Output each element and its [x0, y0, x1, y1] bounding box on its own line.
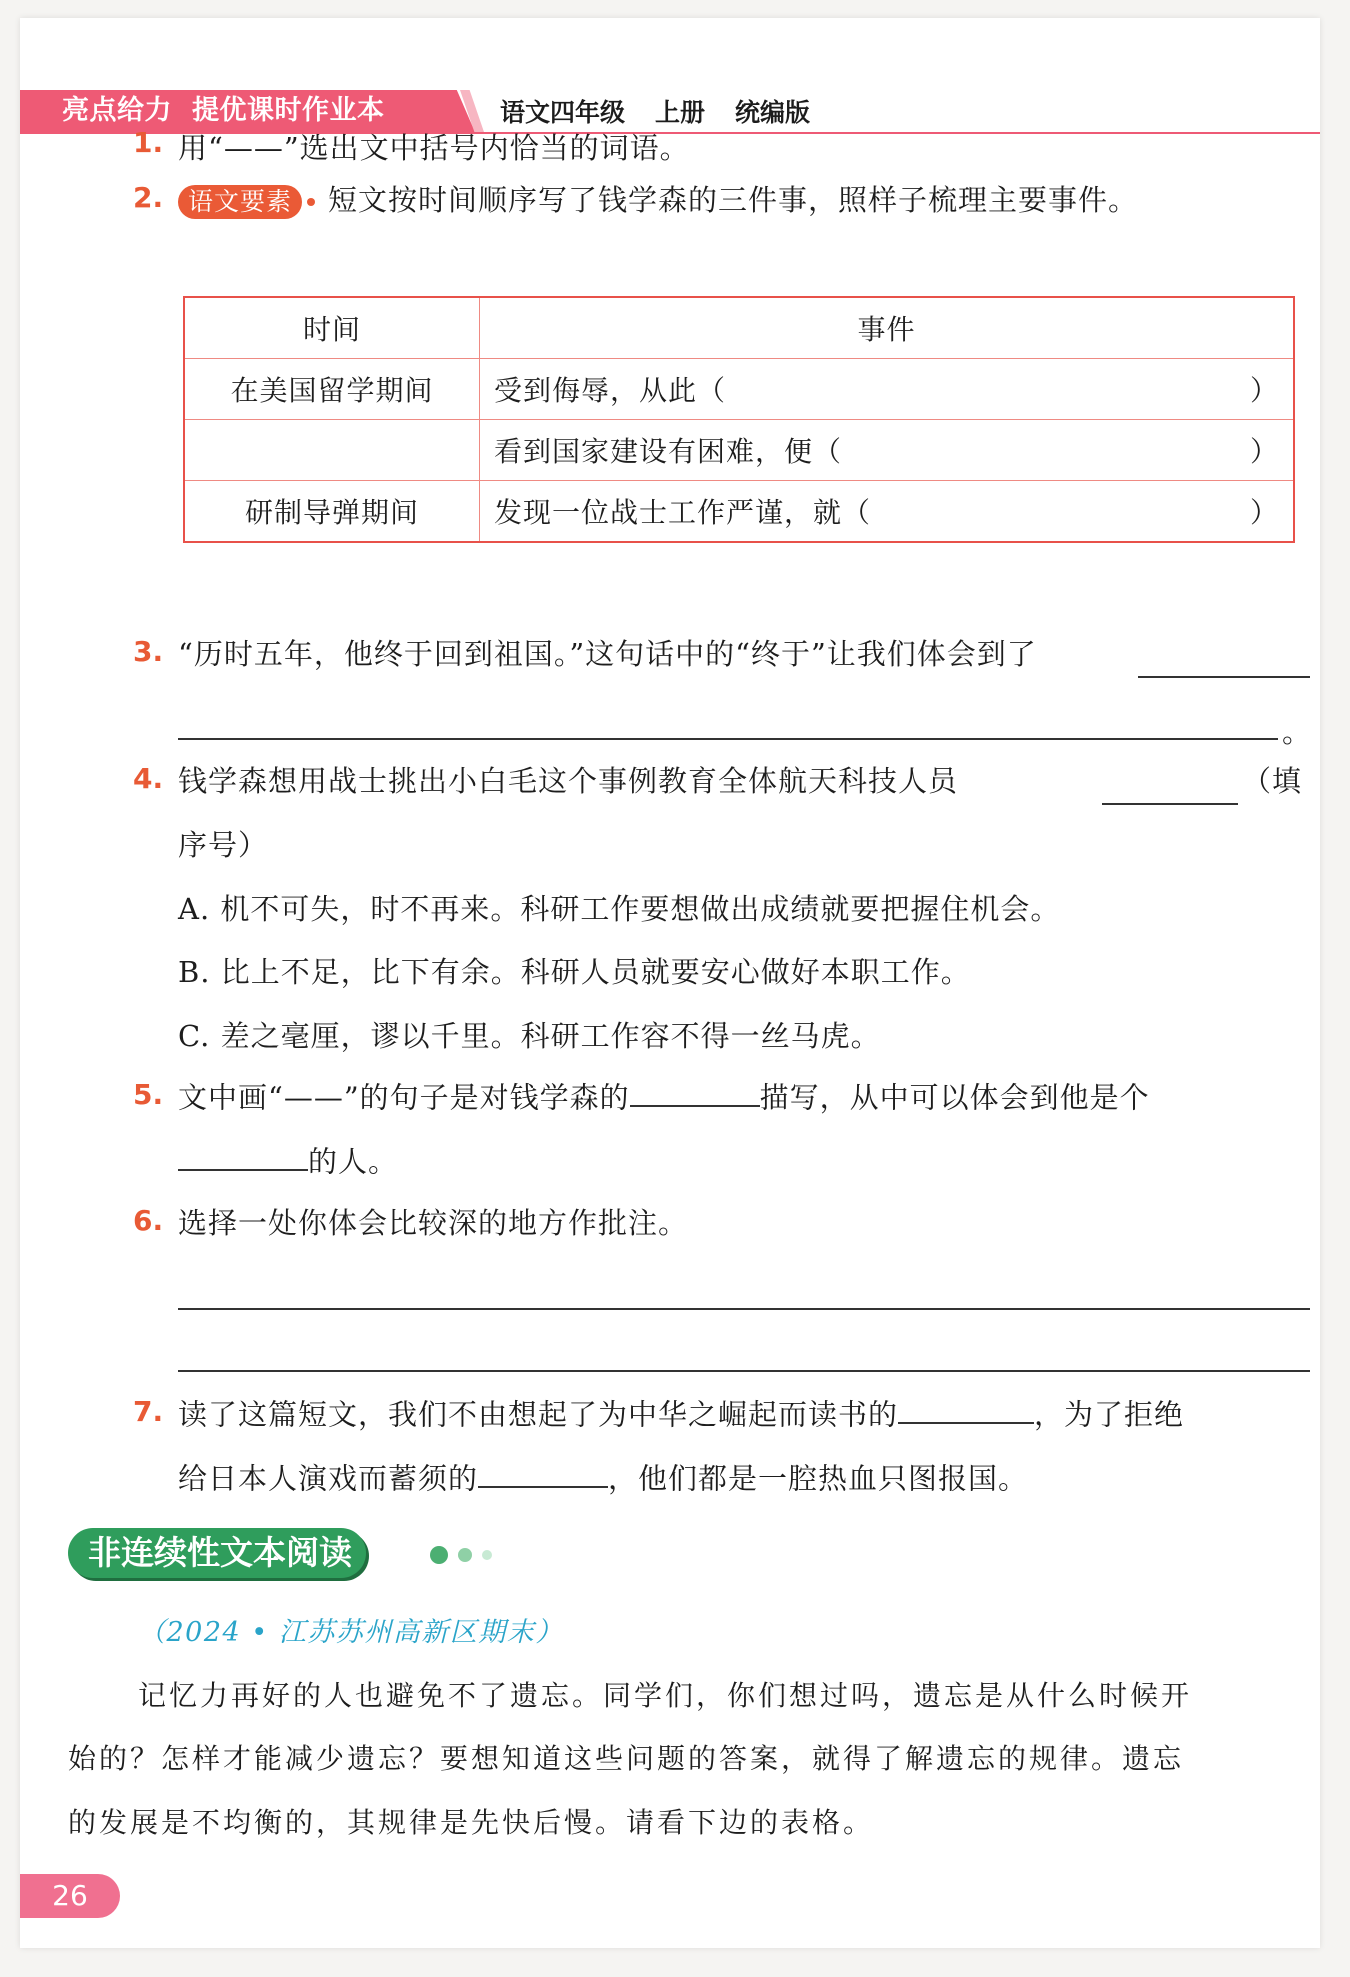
q2-tag: 语文要素 [178, 185, 302, 219]
q2-text: 短文按时间顺序写了钱学森的三件事，照样子梳理主要事件。 [328, 183, 1139, 217]
section-dot [482, 1550, 492, 1560]
brand-name: 亮点给力 [62, 95, 172, 126]
q4-answer-line[interactable] [1102, 803, 1238, 805]
table-header-row [184, 297, 1294, 359]
table-cell-event[interactable] [480, 420, 1295, 481]
table-cell-time-blank[interactable] [184, 420, 480, 481]
q1-text: 用“——”选出文中括号内恰当的词语。 [178, 131, 690, 165]
source-citation: （2024 • 江苏苏州高新区期末） [138, 1617, 564, 1648]
table-cell-event[interactable] [480, 481, 1295, 543]
q3-period: 。 [1282, 715, 1313, 749]
q3-answer-line-1[interactable] [1138, 676, 1310, 678]
q7-part4: ，他们都是一腔热血只图报国。 [608, 1461, 1029, 1496]
grade-label: 语文四年级 [500, 98, 626, 127]
header-brand [62, 94, 385, 128]
table-cell-time[interactable]: 在美国留学期间 [184, 359, 480, 420]
q7-blank-2[interactable] [478, 1456, 608, 1488]
volume-label: 上册 [655, 98, 706, 127]
q7-blank-1[interactable] [898, 1392, 1034, 1424]
q5-line1 [178, 1075, 1150, 1116]
q7-line2 [178, 1456, 1028, 1497]
table-header-event: 事件 [480, 297, 1295, 359]
q2-number: 2. [133, 181, 164, 214]
close-paren: ） [1249, 374, 1279, 407]
q4-fill-note: （填 [1242, 764, 1303, 798]
q5-blank-2[interactable] [178, 1139, 308, 1171]
paragraph-line-2: 始的？怎样才能减少遗忘？要想知道这些问题的答案，就得了解遗忘的规律。遗忘 [68, 1742, 1185, 1775]
q7-part3: 给日本人演戏而蓄须的 [178, 1461, 479, 1496]
table-cell-time[interactable]: 研制导弹期间 [184, 481, 480, 543]
section-dot [430, 1546, 448, 1564]
q5-part2: 描写，从中可以体会到他是个 [759, 1080, 1150, 1115]
q5-number: 5. [133, 1078, 164, 1111]
brand-subtitle: 提优课时作业本 [192, 95, 385, 126]
table-row [184, 420, 1294, 481]
paragraph-line-1: 记忆力再好的人也避免不了遗忘。同学们，你们想过吗，遗忘是从什么时候开 [138, 1679, 1193, 1712]
close-paren: ） [1249, 435, 1279, 468]
table-header-time: 时间 [184, 297, 480, 359]
close-paren: ） [1249, 496, 1279, 529]
q5-part1: 文中画“——”的句子是对钱学森的 [178, 1080, 630, 1115]
q5-part3: 的人。 [308, 1144, 399, 1179]
edition-label: 统编版 [735, 98, 811, 127]
q4-option-b: B. 比上不足，比下有余。科研人员就要安心做好本职工作。 [178, 955, 971, 989]
header-course [500, 96, 840, 130]
table-row [184, 481, 1294, 543]
q6-answer-line-1[interactable] [178, 1308, 1310, 1310]
q6-answer-line-2[interactable] [178, 1370, 1310, 1372]
q4-text: 钱学森想用战士挑出小白毛这个事例教育全体航天科技人员 [178, 764, 959, 798]
q7-part1: 读了这篇短文，我们不由想起了为中华之崛起而读书的 [178, 1397, 899, 1432]
event-text: 发现一位战士工作严谨，就（ [494, 496, 872, 529]
q4-number: 4. [133, 762, 164, 795]
q7-line1 [178, 1392, 1184, 1433]
q1-number: 1. [133, 126, 164, 159]
table-cell-event[interactable] [480, 359, 1295, 420]
q5-blank-1[interactable] [630, 1075, 760, 1107]
q7-number: 7. [133, 1395, 164, 1428]
section-title: 非连续性文本阅读 [68, 1528, 366, 1578]
page-number: 26 [20, 1874, 120, 1918]
q6-text: 选择一处你体会比较深的地方作批注。 [178, 1206, 689, 1240]
q4-option-a: A. 机不可失，时不再来。科研工作要想做出成绩就要把握住机会。 [178, 892, 1061, 926]
q5-line2 [178, 1139, 398, 1180]
q3-number: 3. [133, 635, 164, 668]
q4-option-c: C. 差之毫厘，谬以千里。科研工作容不得一丝马虎。 [178, 1019, 881, 1053]
q3-text: “历时五年，他终于回到祖国。”这句话中的“终于”让我们体会到了 [178, 637, 1037, 671]
q3-answer-line-2[interactable] [178, 738, 1278, 740]
q6-number: 6. [133, 1204, 164, 1237]
section-dot [458, 1548, 472, 1562]
event-text: 看到国家建设有困难，便（ [494, 435, 843, 468]
paragraph-line-3: 的发展是不均衡的，其规律是先快后慢。请看下边的表格。 [68, 1806, 875, 1839]
event-text: 受到侮辱，从此（ [494, 374, 727, 407]
q7-part2: ，为了拒绝 [1034, 1397, 1185, 1432]
events-table [183, 296, 1295, 543]
workbook-page [20, 18, 1320, 1948]
q2-line [178, 178, 1138, 219]
table-row [184, 359, 1294, 420]
q4-line2: 序号） [178, 828, 269, 862]
